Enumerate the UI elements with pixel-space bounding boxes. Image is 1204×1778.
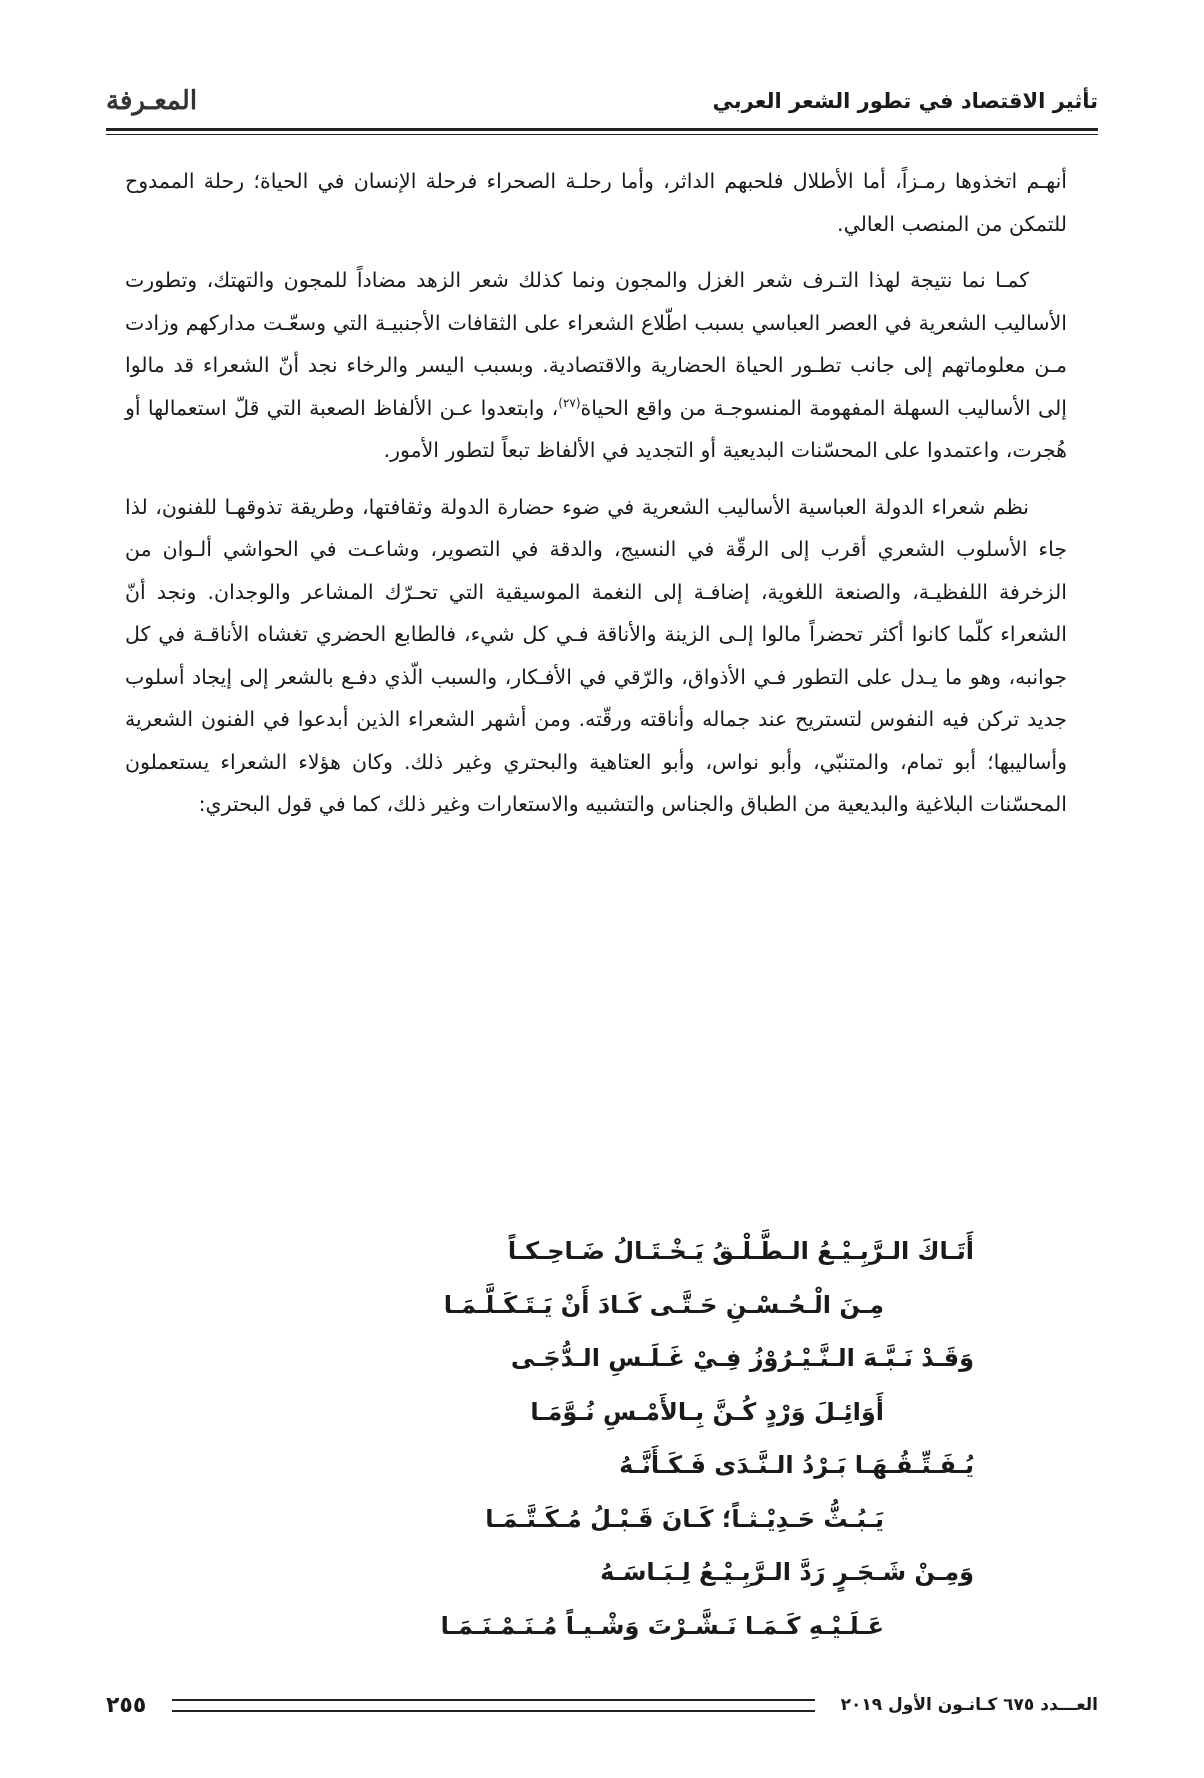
verse-line: يَـبُـثُّ حَـدِيْـثـاً؛ كَـانَ قَـبْـلُ مُـكَـتَّـمَـا [485,1504,884,1533]
verse-line: وَقَـدْ نَـبَّـهَ الـنَّـيْـرُوْزُ فِـيْ غَـلَـسِ الـدُّجَـى [510,1344,974,1372]
paragraph-2-text: كمـا نما نتيجة لهذا التـرف شعر الغزل والمجون ونما كذلك شعر الزهد مضاداً للمجون والتهتك، وتطورت الأساليب الشعرية في العصر العباسي بسبب اطّلاع الشعراء على الثقافات الأجنبيـة التي وسعّـت مداركهم وزادت مـن معلوماتهم إلى جانب تطـور الحياة الحضارية والاقتصادية. وبسبب اليسر والرخاء نجد أنّ الشعراء قد مالوا إلى الأساليب السهلة المفهومة المنسوجـة من واقع الحياة [125,268,1068,420]
verse-line: وَمِـنْ شَـجَـرٍ رَدَّ الـرَّبِـيْـعُ لِـبَـاسَـهُ [600,1558,974,1586]
issue-info: العـــدد ٦٧٥ كـانـون الأول ٢٠١٩ [840,1695,1098,1715]
verse-line: عَـلَـيْـهِ كَـمَـا نَـشَّـرْتَ وَشْـيـاً مُـنَـمْـنَـمَـا [440,1611,884,1640]
paragraph-3: نظم شعراء الدولة العباسية الأساليب الشعرية في ضوء حضارة الدولة وثقافتها، وطريقة تذوقهـا للفنون، لذا جاء الأسلوب الشعري أقرب إلى الرقّة في النسيج، والدقة في التصوير، وشاعـت في الحواشي ألـوان من الزخرفة اللفظيـة، والصنعة اللغوية، إضافـة إلى النغمة الموسيقية التي تحـرّك المشاعر والوجدان. ونجد أنّ الشعراء كلّما كانوا أكثر تحضراً مالوا إلـى الزينة والأناقة فـي كل شيء، فالطابع الحضري تغشاه الأناقـة في كل جوانبه، وهو ما يـدل على التطور فـي الأذواق، والرّقي في الأفـكار، والسبب الّذي دفـع بالشعر إلى إيجاد أسلوب جديد تركن فيه النفوس لتستريح عند جماله وأناقته ورقّته. ومن أشهر الشعراء الذين أبدعوا في الفنون الشعرية وأساليبها؛ أبو تمام، والمتنبّي، وأبو نواس، وأبو العتاهية والبحتري وغير ذلك. وكان هؤلاء الشعراء يستعملون المحسّنات البلاغية والبديعية من الطباق والجناس والتشبيه والاستعارات وغير ذلك، كما في قول البحتري: [125,494,1067,816]
header-rule-thin [106,134,1098,135]
page-footer [106,1690,1098,1720]
article-title: تأثير الاقتصاد في تطور الشعر العربي [712,89,1098,113]
running-header [106,84,1098,118]
poem-block [194,1225,974,1653]
paragraph-1: أنهـم اتخذوها رمـزاً، أما الأطلال فلحبهم الداثر، وأما رحلـة الصحراء فرحلة الإنسان في الحياة؛ رحلة الممدوح للتمكن من المنصب العالي. [125,169,1067,236]
verse-line: أَتَـاكَ الـرَّبِـيْـعُ الـطَّـلْـقُ يَـخْـتَـالُ ضَـاحِـكـاً [507,1237,974,1265]
footer-rule [172,1699,814,1712]
journal-logo: المعـرفة [106,86,198,116]
verse-line: مِـنَ الْـحُـسْـنِ حَـتَّـى كَـادَ أَنْ يَـتَـكَـلَّـمَـا [443,1290,884,1319]
header-rule-thick [106,128,1098,131]
paragraph-2 [125,259,1067,472]
verse-line: يُـفَـتِّـقُـهَـا بَـرْدُ الـنَّـدَى فَـكَـأَنَّـهُ [619,1451,974,1479]
page-number: ٢٥٥ [106,1692,147,1718]
paragraph-2-tail: ، وابتعدوا عـن الألفاظ الصعبة التي قلّ استعمالها أو هُجرت، واعتمدوا على المحسّنات البديعية أو التجديد في الألفاظ تبعاً لتطور الأمور. [125,395,1067,462]
body-text [125,160,1067,840]
footnote-marker[interactable]: (٢٧) [558,395,581,410]
verse-line: أَوَائِـلَ وَرْدٍ كُـنَّ بِـالأَمْـسِ نُـوَّمَـا [530,1397,884,1426]
